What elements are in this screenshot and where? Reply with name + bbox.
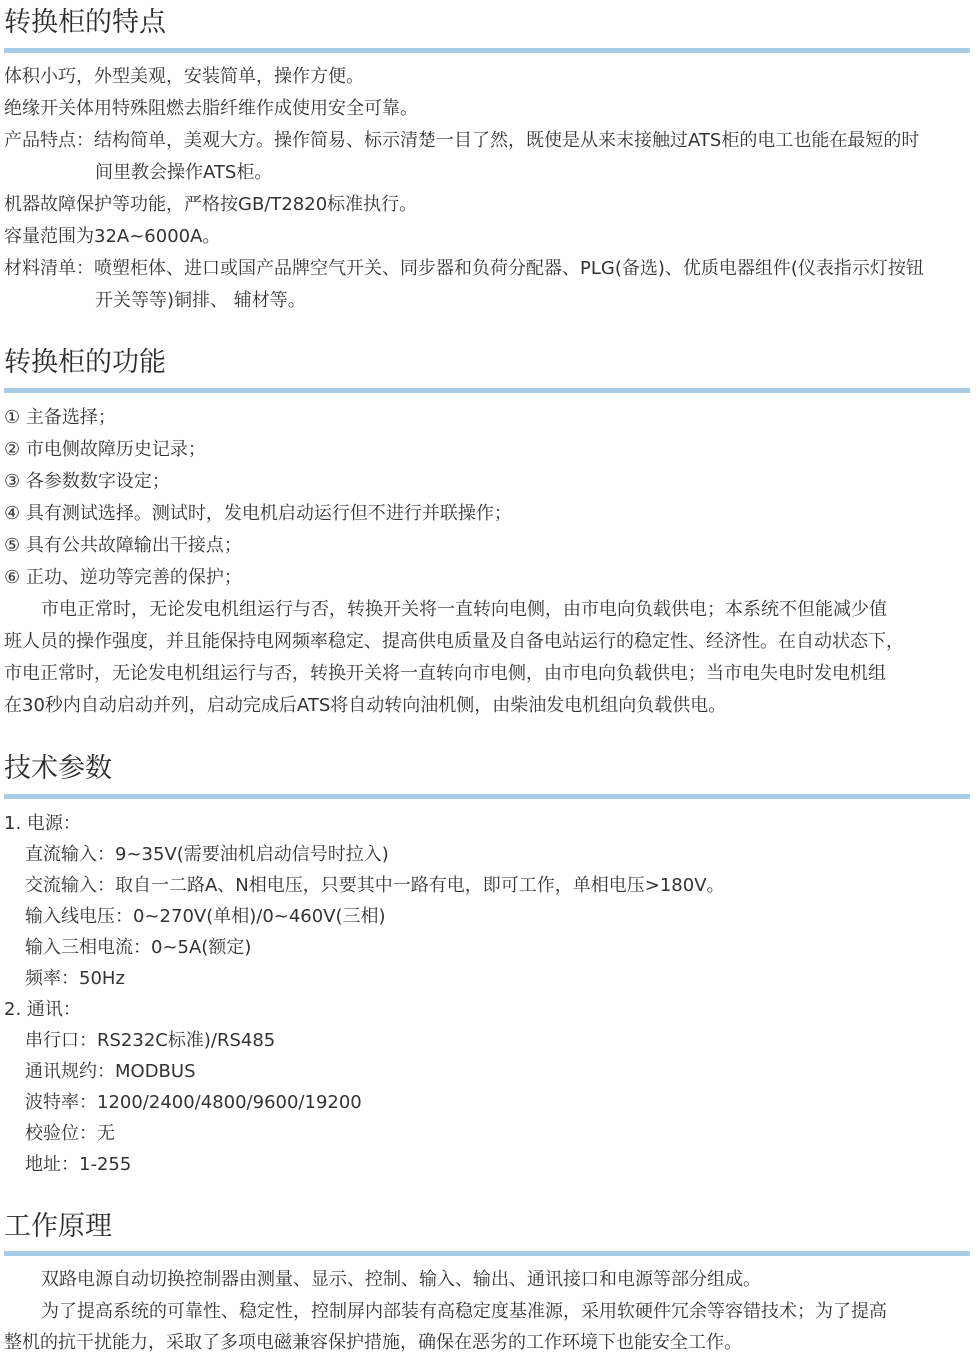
section-title-functions: 转换柜的功能 — [4, 347, 166, 378]
spec-group-heading: 2. 通讯： — [4, 999, 81, 1020]
feature-line: 绝缘开关体用特殊阻燃去脂纤维作成使用安全可靠。 — [4, 98, 418, 119]
feature-line-continuation: 间里教会操作ATS柜。 — [95, 162, 273, 183]
spec-item: 地址：1-255 — [25, 1154, 132, 1175]
section-title-features: 转换柜的特点 — [4, 7, 166, 38]
spec-item: 频率：50Hz — [25, 968, 125, 989]
function-item: ⑤ 具有公共故障输出干接点； — [4, 535, 242, 556]
principle-paragraph-line: 双路电源自动切换控制器由测量、显示、控制、输入、输出、通讯接口和电源等部分组成。 — [41, 1269, 761, 1290]
function-paragraph-line: 在30秒内自动启动并列，启动完成后ATS将自动转向油机侧，由柴油发电机组向负载供电。 — [4, 695, 727, 716]
spec-item: 波特率：1200/2400/4800/9600/19200 — [25, 1092, 362, 1113]
spec-item: 输入三相电流：0~5A(额定) — [25, 937, 252, 958]
spec-item: 校验位：无 — [25, 1123, 115, 1144]
function-paragraph-line: 班人员的操作强度，并且能保持电网频率稳定、提高供电质量及自备电站运行的稳定性、经济性。在自动状态下， — [4, 631, 904, 652]
feature-line: 体积小巧，外型美观，安装简单，操作方便。 — [4, 66, 364, 87]
feature-line: 材料清单：喷塑柜体、进口或国产品牌空气开关、同步器和负荷分配器、PLG(备选)、优质电器组件(仪表指示灯按钮 — [4, 258, 924, 279]
function-paragraph-line: 市电正常时，无论发电机组运行与否，转换开关将一直转向电侧，由市电向负载供电；本系统不但能减少值 — [41, 599, 887, 620]
function-item: ④ 具有测试选择。测试时，发电机启动运行但不进行并联操作； — [4, 503, 512, 524]
section-divider — [4, 794, 970, 799]
function-paragraph-line: 市电正常时，无论发电机组运行与否，转换开关将一直转向市电侧，由市电向负载供电；当市电失电时发电机组 — [4, 663, 886, 684]
principle-paragraph-line: 为了提高系统的可靠性、稳定性，控制屏内部装有高稳定度基准源，采用软硬件冗余等容错技术；为了提高 — [41, 1301, 887, 1322]
principle-paragraph-line: 整机的抗干扰能力，采取了多项电磁兼容保护措施，确保在恶劣的工作环境下也能安全工作。 — [4, 1332, 742, 1353]
spec-item: 通讯规约：MODBUS — [25, 1061, 196, 1082]
section-divider — [4, 1251, 970, 1256]
feature-line: 产品特点：结构简单，美观大方。操作简易、标示清楚一目了然，既使是从来末接触过ATS柜的电工也能在最短的时 — [4, 130, 920, 151]
function-item: ② 市电侧故障历史记录； — [4, 439, 206, 460]
function-item: ⑥ 正功、逆功等完善的保护； — [4, 567, 242, 588]
feature-line: 容量范围为32A~6000A。 — [4, 226, 221, 247]
spec-item: 串行口：RS232C标准)/RS485 — [25, 1030, 276, 1051]
feature-line: 机器故障保护等功能，严格按GB/T2820标准执行。 — [4, 194, 418, 215]
spec-item: 交流输入：取自一二路A、N相电压，只要其中一路有电，即可工作，单相电压>180V。 — [25, 875, 725, 896]
feature-line-continuation: 开关等等)铜排、 辅材等。 — [95, 290, 306, 311]
section-divider — [4, 48, 970, 53]
section-title-specs: 技术参数 — [4, 753, 112, 784]
spec-item: 输入线电压：0~270V(单相)/0~460V(三相) — [25, 906, 386, 927]
spec-group-heading: 1. 电源： — [4, 813, 81, 834]
spec-item: 直流输入：9~35V(需要油机启动信号时拉入) — [25, 844, 389, 865]
section-divider — [4, 388, 970, 393]
section-title-principle: 工作原理 — [4, 1211, 112, 1242]
function-item: ③ 各参数数字设定； — [4, 471, 170, 492]
function-item: ① 主备选择； — [4, 407, 116, 428]
